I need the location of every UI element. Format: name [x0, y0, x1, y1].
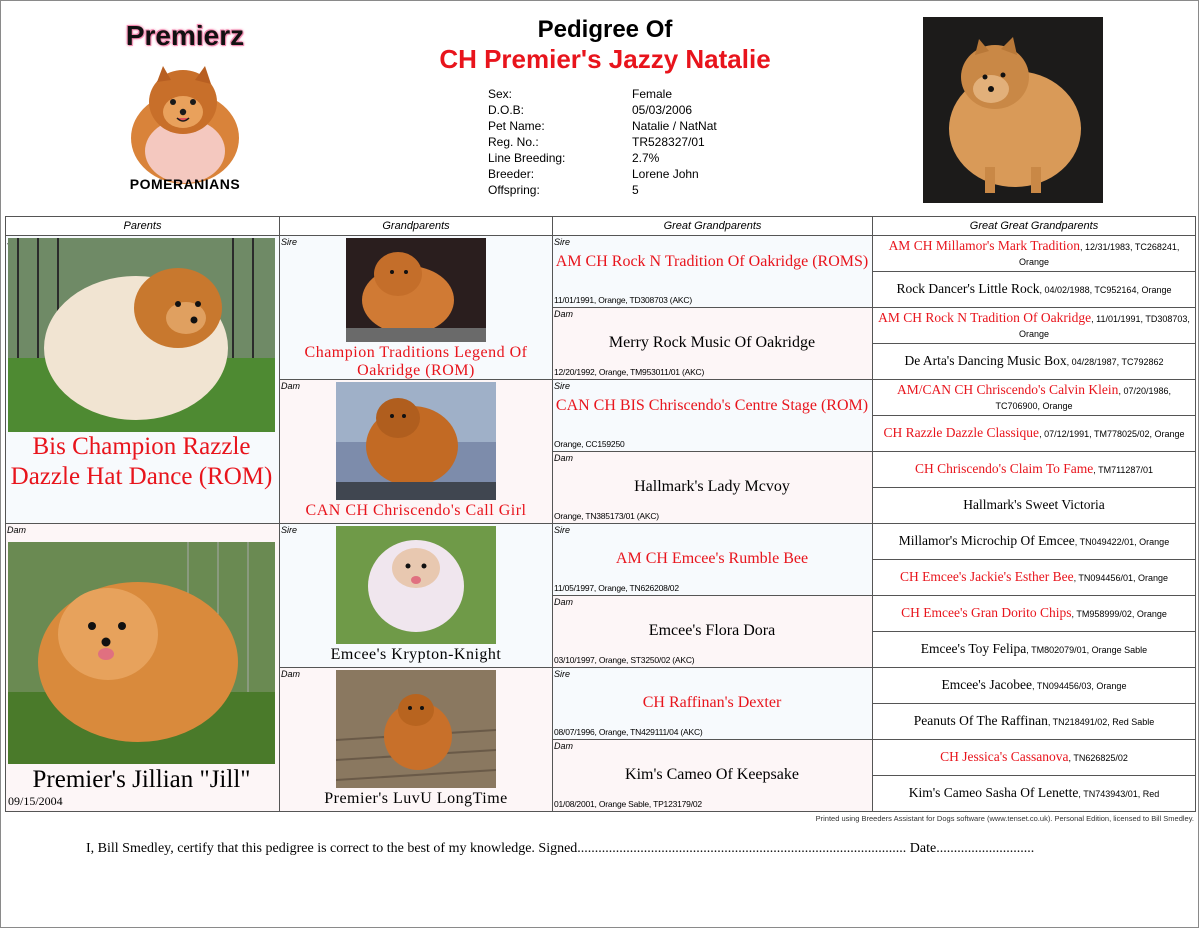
info-label: Offspring:: [488, 183, 540, 197]
role-label: Dam: [281, 381, 301, 391]
role-label: Dam: [7, 525, 27, 535]
parent-dam-date: 09/15/2004: [8, 794, 63, 808]
great-grandparent-8-name: Kim's Cameo Of Keepsake: [625, 766, 799, 783]
great-great-grandparent-2: [873, 272, 1196, 308]
ggg-10-details: , TN094456/01, Orange: [1073, 573, 1168, 583]
info-label: D.O.B:: [488, 103, 525, 117]
grandparent-1-photo: [346, 238, 486, 342]
great-grandparent-2-details: 12/20/1992, Orange, TM953011/01 (AKC): [554, 367, 705, 377]
grandparent-4-photo: [336, 670, 496, 788]
great-great-grandparent-5: [873, 380, 1196, 416]
great-grandparent-2-name: Merry Rock Music Of Oakridge: [608, 334, 816, 351]
info-value: Female: [632, 87, 673, 101]
great-grandparent-4-name: Hallmark's Lady Mcvoy: [634, 478, 790, 495]
ggg-5-details: , 07/20/1986, TC706900, Orange: [995, 385, 1171, 411]
great-great-grandparent-4: [873, 344, 1196, 380]
ggg-15-details: , TN626825/02: [1068, 753, 1128, 763]
info-row-sex: [488, 86, 717, 102]
pedigree-table: [5, 216, 1196, 812]
info-label: Breeder:: [488, 167, 535, 181]
great-grandparent-5-name: AM CH Emcee's Rumble Bee: [615, 550, 809, 567]
great-grandparent-3-name: CAN CH BIS Chriscendo's Centre Stage (ROM): [555, 397, 869, 414]
role-label: Sire: [281, 525, 298, 535]
grandparent-1: [280, 236, 553, 380]
ggg-5-name: AM/CAN CH Chriscendo's Calvin Klein: [897, 381, 1119, 397]
grandparent-2: [280, 380, 553, 524]
great-grandparent-7-name: CH Raffinan's Dexter: [642, 694, 782, 711]
info-row-reg-no: [488, 134, 717, 150]
great-grandparent-2: [553, 308, 873, 380]
ggg-7-name: CH Chriscendo's Claim To Fame: [915, 461, 1094, 476]
certification-line: I, Bill Smedley, certify that this pedigree is correct to the best of my knowledge. Signed.............................................................................................. Date............................: [86, 841, 1035, 856]
ggg-9-name: Millamor's Microchip Of Emcee: [898, 533, 1075, 548]
info-value: 2.7%: [632, 151, 660, 165]
column-header-great-grandparents: Great Grandparents: [553, 217, 873, 236]
parent-dam-photo: [8, 542, 275, 764]
printed-note: Printed using Breeders Assistant for Dogs software (www.tenset.co.uk). Personal Edition, licensed to Bill Smedley.: [815, 814, 1194, 823]
ggg-2-name: Rock Dancer's Little Rock: [896, 281, 1040, 296]
great-great-grandparent-3: [873, 308, 1196, 344]
info-row-breeder: [488, 166, 717, 182]
great-grandparent-5: [553, 524, 873, 596]
parent-sire-photo: [8, 238, 275, 432]
great-grandparent-8: [553, 740, 873, 812]
great-great-grandparent-15: [873, 740, 1196, 776]
role-label: Dam: [554, 453, 574, 463]
ggg-13-details: , TN094456/03, Orange: [1032, 681, 1127, 691]
great-great-grandparent-9: [873, 524, 1196, 560]
ggg-15-name: CH Jessica's Cassanova: [940, 749, 1069, 764]
ggg-11-details: , TM958999/02, Orange: [1071, 609, 1167, 619]
ggg-10-name: CH Emcee's Jackie's Esther Bee: [900, 569, 1074, 584]
column-header-grandparents: Grandparents: [280, 217, 553, 236]
ggg-2-details: , 04/02/1988, TC952164, Orange: [1039, 285, 1172, 295]
ggg-7-details: , TM711287/01: [1093, 465, 1153, 475]
great-great-grandparent-8: [873, 488, 1196, 524]
info-row-pet-name: [488, 118, 717, 134]
info-value: Lorene John: [632, 167, 699, 181]
great-grandparent-1-details: 11/01/1991, Orange, TD308703 (AKC): [554, 295, 692, 305]
great-great-grandparent-16: [873, 776, 1196, 812]
ggg-11-name: CH Emcee's Gran Dorito Chips: [901, 605, 1072, 620]
ggg-3-name: AM CH Rock N Tradition Of Oakridge: [878, 309, 1092, 325]
role-label: Dam: [281, 669, 301, 679]
info-label: Pet Name:: [488, 119, 545, 133]
ggg-6-details: , 07/12/1991, TM778025/02, Orange: [1039, 429, 1185, 439]
great-great-grandparent-14: [873, 704, 1196, 740]
great-grandparent-1: [553, 236, 873, 308]
info-label: Sex:: [488, 87, 513, 101]
ggg-16-name: Kim's Cameo Sasha Of Lenette: [908, 785, 1079, 800]
ggg-12-details: , TM802079/01, Orange Sable: [1026, 645, 1148, 655]
info-value: Natalie / NatNat: [632, 119, 717, 133]
logo-subtitle: POMERANIANS: [129, 176, 241, 192]
page-title: Pedigree Of: [537, 16, 673, 43]
ggg-9-details: , TN049422/01, Orange: [1074, 537, 1170, 547]
dog-info: [488, 86, 717, 198]
ggg-16-details: , TN743943/01, Red: [1078, 789, 1160, 799]
great-grandparent-4: [553, 452, 873, 524]
ggg-4-details: , 04/28/1987, TC792862: [1066, 357, 1164, 367]
info-row-dob: [488, 102, 717, 118]
great-grandparent-7-details: 08/07/1996, Orange, TN429111/04 (AKC): [554, 727, 703, 737]
great-grandparent-7: [553, 668, 873, 740]
dog-name: CH Premier's Jazzy Natalie: [439, 44, 771, 74]
logo-dog-image: [125, 56, 243, 186]
great-great-grandparent-13: [873, 668, 1196, 704]
grandparent-1-name: Champion Traditions Legend Of Oakridge (ROM): [304, 344, 528, 379]
ggg-14-details: , TN218491/02, Red Sable: [1047, 717, 1155, 727]
info-value: 5: [632, 183, 639, 197]
info-row-line-breeding: [488, 150, 717, 166]
great-grandparent-8-details: 01/08/2001, Orange Sable, TP123179/02: [554, 799, 702, 809]
ggg-6-name: CH Razzle Dazzle Classique: [883, 425, 1040, 440]
great-great-grandparent-1: [873, 236, 1196, 272]
role-label: Sire: [554, 669, 571, 679]
grandparent-4: [280, 668, 553, 812]
role-label: Sire: [281, 237, 298, 247]
grandparent-4-name: Premier's LuvU LongTime: [324, 790, 508, 807]
ggg-4-name: De Arta's Dancing Music Box: [904, 353, 1067, 368]
ggg-13-name: Emcee's Jacobee: [941, 677, 1033, 692]
logo: [105, 20, 265, 195]
grandparent-3-photo: [336, 526, 496, 644]
great-great-grandparent-6: [873, 416, 1196, 452]
grandparent-3-name: Emcee's Krypton-Knight: [330, 646, 502, 663]
role-label: Sire: [554, 237, 571, 247]
great-grandparent-3: [553, 380, 873, 452]
great-grandparent-6-details: 03/10/1997, Orange, ST3250/02 (AKC): [554, 655, 695, 665]
info-value: 05/03/2006: [632, 103, 693, 117]
ggg-3-details: , 11/01/1991, TD308703, Orange: [1018, 313, 1190, 339]
ggg-14-name: Peanuts Of The Raffinan: [913, 713, 1048, 728]
grandparent-2-photo: [336, 382, 496, 500]
info-row-offspring: [488, 182, 717, 198]
great-grandparent-5-details: 11/05/1997, Orange, TN626208/02: [554, 583, 679, 593]
dog-photo: [923, 17, 1103, 203]
ggg-1-name: AM CH Millamor's Mark Tradition: [888, 237, 1081, 253]
info-label: Line Breeding:: [488, 151, 566, 165]
parent-dam-name: Premier's Jillian "Jill": [32, 766, 251, 793]
role-label: Dam: [554, 741, 574, 751]
info-value: TR528327/01: [632, 135, 705, 149]
role-label: Sire: [554, 381, 571, 391]
ggg-1-details: , 12/31/1983, TC268241, Orange: [1018, 241, 1180, 267]
great-great-grandparent-7: [873, 452, 1196, 488]
ggg-8-name: Hallmark's Sweet Victoria: [963, 497, 1105, 512]
great-grandparent-6-name: Emcee's Flora Dora: [648, 622, 776, 639]
great-grandparent-6: [553, 596, 873, 668]
ggg-12-name: Emcee's Toy Felipa: [920, 641, 1027, 656]
logo-title: Premierz: [125, 20, 245, 51]
great-great-grandparent-12: [873, 632, 1196, 668]
parent-sire-name: Bis Champion Razzle Dazzle Hat Dance (ROM): [10, 433, 273, 490]
grandparent-3: [280, 524, 553, 668]
column-header-parents: Parents: [6, 217, 280, 236]
role-label: Dam: [554, 597, 574, 607]
role-label: Sire: [554, 525, 571, 535]
parent-dam: [6, 524, 280, 812]
info-label: Reg. No.:: [488, 135, 539, 149]
great-great-grandparent-11: [873, 596, 1196, 632]
parent-sire: [6, 236, 280, 524]
great-great-grandparent-10: [873, 560, 1196, 596]
role-label: Dam: [554, 309, 574, 319]
great-grandparent-3-details: Orange, CC159250: [554, 439, 625, 449]
grandparent-2-name: CAN CH Chriscendo's Call Girl: [305, 502, 527, 519]
great-grandparent-4-details: Orange, TN385173/01 (AKC): [554, 511, 659, 521]
great-grandparent-1-name: AM CH Rock N Tradition Of Oakridge (ROMS): [555, 253, 869, 270]
column-header-great-great-grandparents: Great Great Grandparents: [873, 217, 1196, 236]
